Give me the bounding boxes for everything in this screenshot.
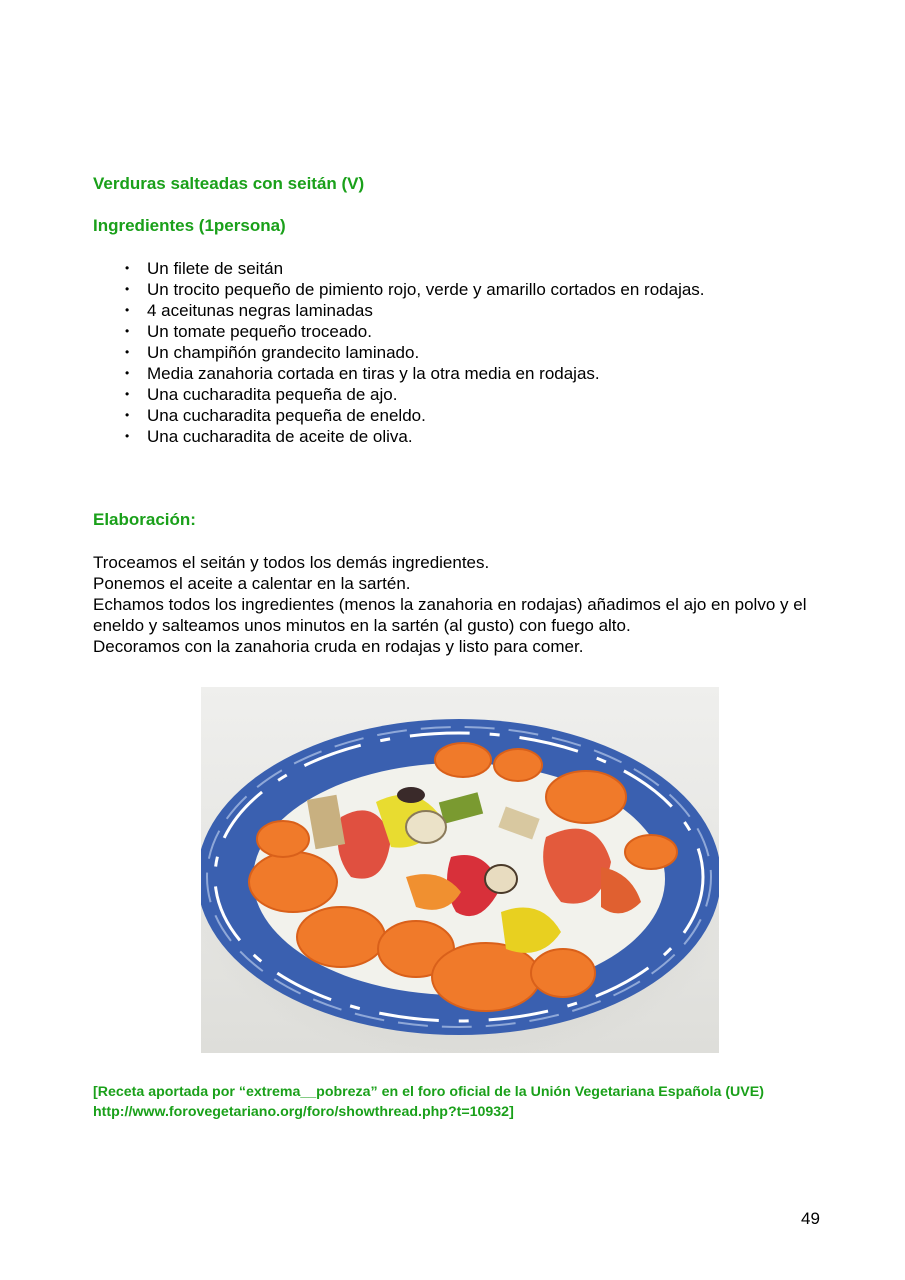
bullet-icon: • (125, 345, 130, 359)
list-item (120, 279, 820, 300)
method-heading: Elaboración: (93, 510, 196, 529)
page-number: 49 (801, 1209, 820, 1228)
bullet-icon: • (125, 408, 130, 422)
credit-line: [Receta aportada por “extrema__pobreza” en el foro oficial de la Unión Vegetariana Española (UVE) (93, 1084, 764, 1100)
bullet-icon: • (125, 387, 130, 401)
method-step: Ponemos el aceite a calentar en la sartén. (93, 574, 411, 593)
bullet-icon: • (125, 429, 130, 443)
ingredient-text: Una cucharadita pequeña de eneldo. (147, 406, 426, 425)
list-item (120, 300, 820, 321)
ingredient-text: Un trocito pequeño de pimiento rojo, verde y amarillo cortados en rodajas. (147, 280, 705, 299)
dish-photo (201, 687, 719, 1053)
ingredient-text: Un champiñón grandecito laminado. (147, 343, 420, 362)
method-step: Decoramos con la zanahoria cruda en rodajas y listo para comer. (93, 637, 584, 656)
bullet-icon: • (125, 261, 130, 275)
method-step: Echamos todos los ingredientes (menos la zanahoria en rodajas) añadimos el ajo en polvo y el eneldo y salteamos unos minutos en la sartén (al gusto) con fuego alto. (93, 595, 807, 635)
bullet-icon: • (125, 282, 130, 296)
ingredient-text: Un tomate pequeño troceado. (147, 322, 372, 341)
ingredient-text: 4 aceitunas negras laminadas (147, 301, 373, 320)
list-item (120, 426, 820, 447)
ingredient-text: Media zanahoria cortada en tiras y la otra media en rodajas. (147, 364, 600, 383)
recipe-credit (93, 1082, 833, 1122)
ingredients-heading: Ingredientes (1persona) (93, 216, 286, 235)
ingredient-text: Un filete de seitán (147, 259, 284, 278)
credit-link[interactable]: http://www.forovegetariano.org/foro/showthread.php?t=10932] (93, 1104, 514, 1120)
list-item (120, 363, 820, 384)
list-item (120, 342, 820, 363)
ingredient-text: Una cucharadita pequeña de ajo. (147, 385, 398, 404)
list-item (120, 258, 820, 279)
list-item (120, 405, 820, 426)
bullet-icon: • (125, 366, 130, 380)
plate-illustration (201, 687, 719, 1053)
ingredients-list (120, 258, 820, 447)
method-step: Troceamos el seitán y todos los demás ingredientes. (93, 553, 490, 572)
ingredient-text: Una cucharadita de aceite de oliva. (147, 427, 413, 446)
bullet-icon: • (125, 303, 130, 317)
method-steps (93, 552, 823, 657)
list-item (120, 321, 820, 342)
recipe-title: Verduras salteadas con seitán (V) (93, 174, 365, 193)
bullet-icon: • (125, 324, 130, 338)
list-item (120, 384, 820, 405)
